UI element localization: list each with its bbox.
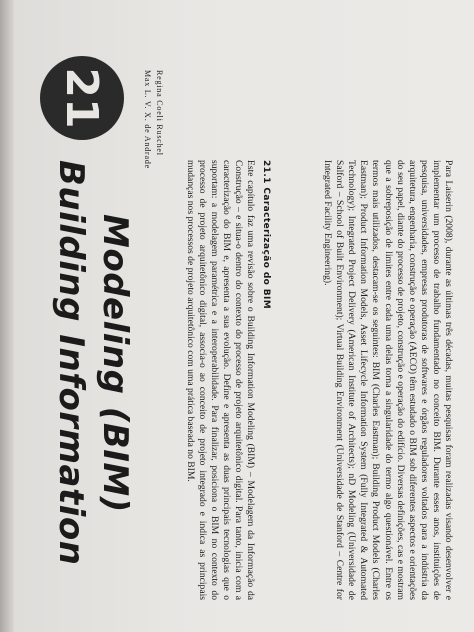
chapter-number-badge: 21 — [40, 56, 124, 140]
author-name: Max L. V. X. de Andrade — [143, 70, 152, 169]
chapter-title-line-2: Modeling (BIM) — [95, 214, 135, 513]
section-heading: 21.1 Caracterização do BIM — [261, 160, 271, 310]
author-name: Regina Coeli Ruschel — [155, 70, 164, 156]
intro-paragraph: Este capítulo faz uma revisão sobre o Building Information Modeling (BIM) – Modelagem da Informação da Construção – e situa-o dentro do contexto do processo de projeto arquitetônico digital. Para tanto, inicia com a caracterização do BIM e, apresenta a sua evolução. Define e apresenta as duas principais tecnologias que o suportam: a modelagem paramétrica e a interoperabilidade. Para finalizar, posiciona o BIM no contexto do processo de projeto arquitetônico digital, associa-o ao conceito de projeto integrado e indica as principais mudanças nos processos de projeto arquitetônico com uma prática baseada no BIM. — [184, 160, 256, 600]
chapter-title-line-1: Building Information — [51, 160, 91, 566]
section-body-paragraph: Para Laiserin (2008), durante as últimas três décadas, muitas pesquisas foram realizadas visando desenvolver e implementar um processo de trabalho fundamentado no conceito BIM. Durante esses anos, instituições de pesquisa, universidades, empresas produtoras de softwares e órgãos reguladores voltados para a indústria da arquitetura, engenharia, construção e operação (AECO) têm estudado o BIM sob diferentes aspectos e orientações do seu papel, diante do processo de projeto, construção e operação do edifício. Diversas definições, cas e mostram que a sobreposição de limites entre cada uma delas torna a singularidade do termo algo questionável. Entre os termos mais utilizados, destacam-se os seguintes: BIM (Charles Eastman); Building Product Models (Charles Eastman); Product Information Models, Asset Lifecycle Information System (Fully Integrated & Automated Technology); Integrated Project Delivery (American Institute of Architects); nD Modeling (Universidade de Salford – School of Built Environment); Virtual Building Environment (Universidade de Stanford – Centre for Integrated Facility Engineering). — [322, 160, 454, 600]
